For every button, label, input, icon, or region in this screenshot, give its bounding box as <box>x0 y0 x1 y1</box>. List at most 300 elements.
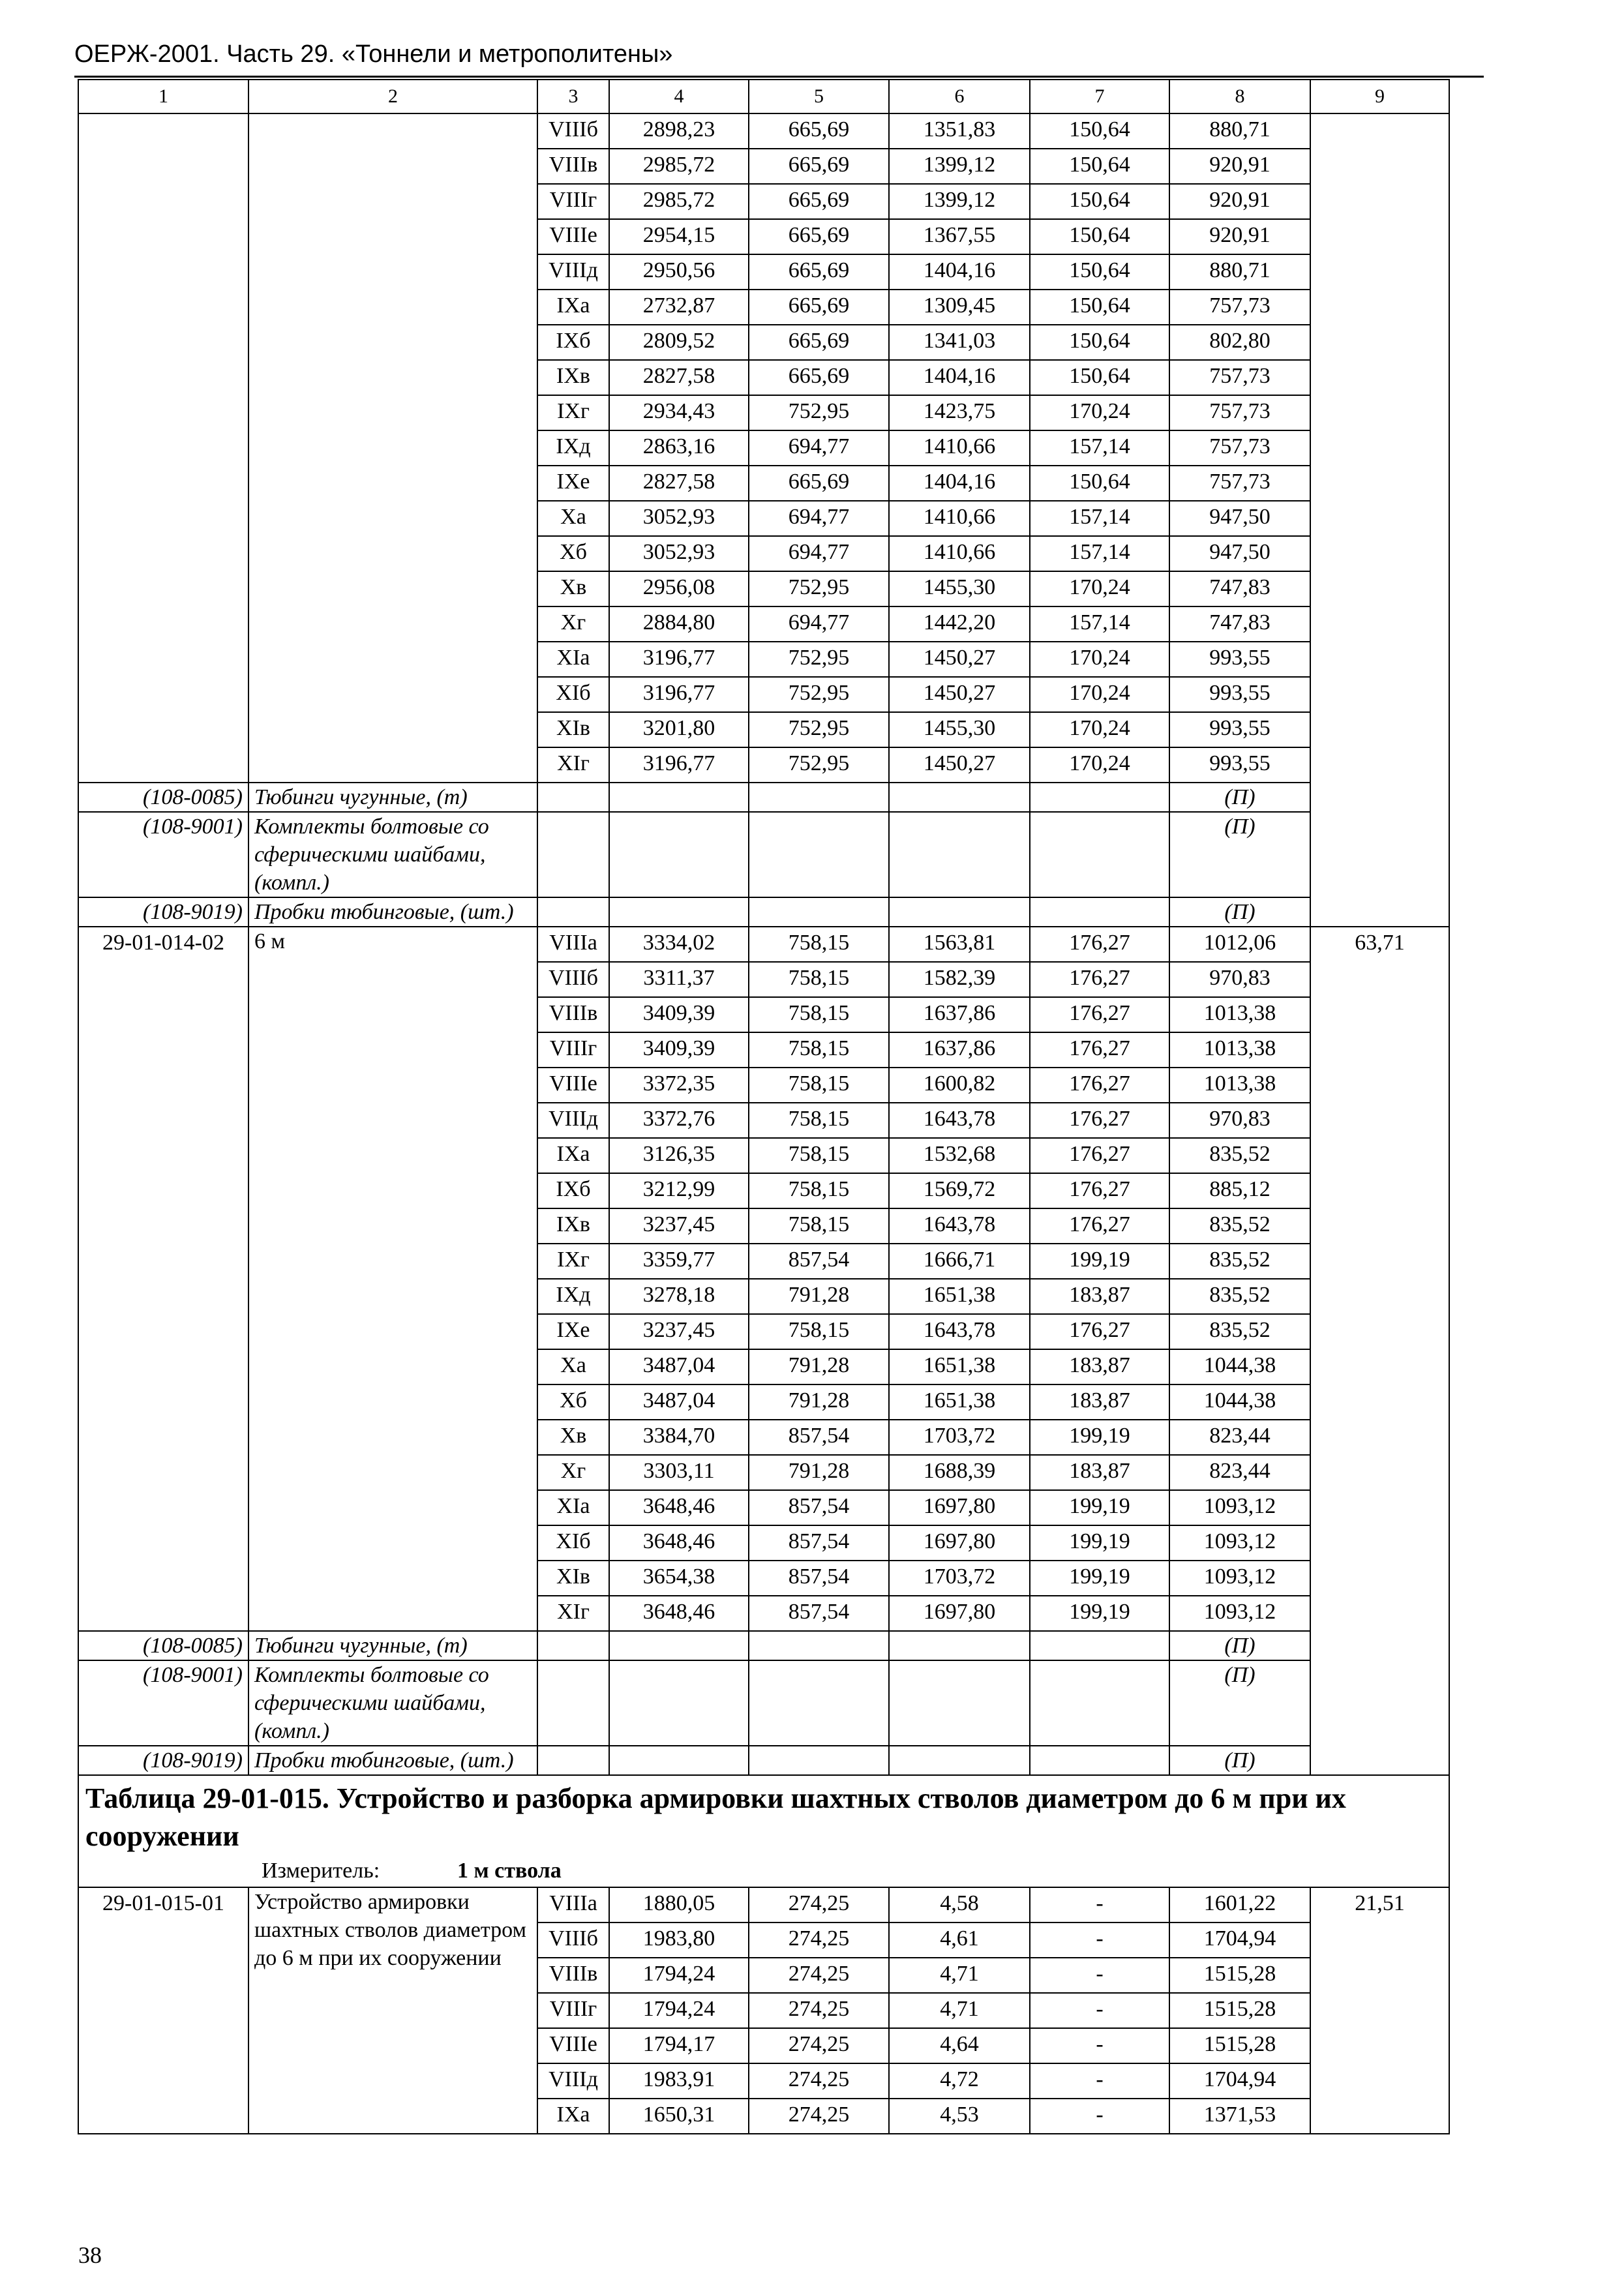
value-cell: 857,54 <box>749 1420 889 1455</box>
value-cell: 2950,56 <box>609 254 749 290</box>
value-cell: 2934,43 <box>609 395 749 430</box>
material-code: (108-9001) <box>78 812 248 897</box>
value-cell: 1651,38 <box>889 1349 1030 1384</box>
zone-cell: XIа <box>537 642 609 677</box>
empty-cell <box>1030 1631 1169 1660</box>
value-cell: 176,27 <box>1030 927 1169 962</box>
value-cell: 752,95 <box>749 642 889 677</box>
value-cell: 665,69 <box>749 149 889 184</box>
value-cell: 170,24 <box>1030 677 1169 712</box>
value-cell: 823,44 <box>1169 1420 1310 1455</box>
empty-cell <box>609 1660 749 1746</box>
zone-cell: XIб <box>537 677 609 712</box>
value-cell: 3311,37 <box>609 962 749 997</box>
column-number: 8 <box>1169 80 1310 113</box>
value-cell: 1563,81 <box>889 927 1030 962</box>
column-number: 1 <box>78 80 248 113</box>
value-cell: 1367,55 <box>889 219 1030 254</box>
table-row <box>78 927 1449 962</box>
zone-cell: IXд <box>537 430 609 466</box>
material-name: Тюбинги чугунные, (т) <box>248 1631 537 1660</box>
material-row <box>78 1660 1449 1746</box>
value-cell: 3278,18 <box>609 1279 749 1314</box>
value-cell: 4,61 <box>889 1922 1030 1958</box>
value-cell: 3196,77 <box>609 677 749 712</box>
zone-cell: IXа <box>537 290 609 325</box>
zone-cell: XIв <box>537 712 609 747</box>
value-cell: 3384,70 <box>609 1420 749 1455</box>
col9-value: 21,51 <box>1310 1887 1449 2134</box>
value-cell: 183,87 <box>1030 1384 1169 1420</box>
value-cell: 1794,24 <box>609 1993 749 2028</box>
value-cell: 1404,16 <box>889 360 1030 395</box>
value-cell: 1650,31 <box>609 2099 749 2134</box>
column-number: 3 <box>537 80 609 113</box>
value-cell: 880,71 <box>1169 254 1310 290</box>
value-cell: 1704,94 <box>1169 2063 1310 2099</box>
empty-cell <box>1030 783 1169 812</box>
value-cell: 3359,77 <box>609 1244 749 1279</box>
value-cell: 1515,28 <box>1169 1958 1310 1993</box>
value-cell: - <box>1030 1958 1169 1993</box>
value-cell: 4,72 <box>889 2063 1030 2099</box>
column-number-row <box>78 80 1449 113</box>
empty-cell <box>749 783 889 812</box>
value-cell: 747,83 <box>1169 606 1310 642</box>
value-cell: 1515,28 <box>1169 2028 1310 2063</box>
value-cell: 970,83 <box>1169 1103 1310 1138</box>
value-cell: 170,24 <box>1030 395 1169 430</box>
zone-cell: VIIIа <box>537 1887 609 1922</box>
value-cell: 1399,12 <box>889 184 1030 219</box>
value-cell: 1450,27 <box>889 747 1030 783</box>
rate-code <box>78 113 248 783</box>
value-cell: 1423,75 <box>889 395 1030 430</box>
value-cell: 835,52 <box>1169 1138 1310 1173</box>
value-cell: 170,24 <box>1030 712 1169 747</box>
zone-cell: VIIIб <box>537 962 609 997</box>
zone-cell: Xа <box>537 1349 609 1384</box>
value-cell: 176,27 <box>1030 1173 1169 1208</box>
value-cell: 1450,27 <box>889 677 1030 712</box>
zone-cell: VIIIв <box>537 149 609 184</box>
value-cell: 150,64 <box>1030 360 1169 395</box>
material-name: Пробки тюбинговые, (шт.) <box>248 1746 537 1775</box>
page-header-title: ОЕРЖ-2001. Часть 29. «Тоннели и метрополитены» <box>74 40 673 68</box>
material-name: Комплекты болтовые со сферическими шайбами, (компл.) <box>248 812 537 897</box>
value-cell: 665,69 <box>749 184 889 219</box>
value-cell: 1455,30 <box>889 571 1030 606</box>
zone-cell: IXа <box>537 1138 609 1173</box>
value-cell: 3648,46 <box>609 1596 749 1631</box>
empty-cell <box>537 783 609 812</box>
value-cell: 1569,72 <box>889 1173 1030 1208</box>
value-cell: 752,95 <box>749 747 889 783</box>
value-cell: 2884,80 <box>609 606 749 642</box>
zone-cell: IXа <box>537 2099 609 2134</box>
value-cell: 150,64 <box>1030 325 1169 360</box>
zone-cell: IXб <box>537 325 609 360</box>
value-cell: 4,64 <box>889 2028 1030 2063</box>
section-title-row <box>78 1775 1449 1855</box>
value-cell: 1703,72 <box>889 1561 1030 1596</box>
empty-cell <box>537 812 609 897</box>
measure-row <box>78 1855 1449 1887</box>
value-cell: 1643,78 <box>889 1103 1030 1138</box>
rate-name: Устройство армировки шахтных стволов диаметром до 6 м при их сооружении <box>248 1887 537 2134</box>
empty-cell <box>889 1746 1030 1775</box>
value-cell: 3409,39 <box>609 1032 749 1068</box>
value-cell: 1704,94 <box>1169 1922 1310 1958</box>
value-cell: 1651,38 <box>889 1279 1030 1314</box>
value-cell: 1093,12 <box>1169 1490 1310 1525</box>
material-mark: (П) <box>1169 1746 1310 1775</box>
value-cell: 176,27 <box>1030 1032 1169 1068</box>
empty-cell <box>609 1746 749 1775</box>
value-cell: 2985,72 <box>609 149 749 184</box>
empty-cell <box>749 897 889 927</box>
value-cell: 694,77 <box>749 606 889 642</box>
value-cell: 993,55 <box>1169 712 1310 747</box>
material-row <box>78 812 1449 897</box>
material-mark: (П) <box>1169 1631 1310 1660</box>
value-cell: 183,87 <box>1030 1349 1169 1384</box>
value-cell: 857,54 <box>749 1561 889 1596</box>
value-cell: 157,14 <box>1030 606 1169 642</box>
material-code: (108-9001) <box>78 1660 248 1746</box>
value-cell: 665,69 <box>749 290 889 325</box>
column-number: 6 <box>889 80 1030 113</box>
value-cell: 3196,77 <box>609 747 749 783</box>
empty-cell <box>1030 812 1169 897</box>
value-cell: 993,55 <box>1169 677 1310 712</box>
value-cell: 1794,17 <box>609 2028 749 2063</box>
value-cell: 1013,38 <box>1169 1068 1310 1103</box>
value-cell: 970,83 <box>1169 962 1310 997</box>
value-cell: 170,24 <box>1030 747 1169 783</box>
value-cell: 274,25 <box>749 1993 889 2028</box>
value-cell: 3126,35 <box>609 1138 749 1173</box>
zone-cell: Xа <box>537 501 609 536</box>
zone-cell: IXг <box>537 1244 609 1279</box>
value-cell: 747,83 <box>1169 571 1310 606</box>
empty-cell <box>889 1660 1030 1746</box>
value-cell: 1341,03 <box>889 325 1030 360</box>
rate-name <box>248 113 537 783</box>
value-cell: 791,28 <box>749 1279 889 1314</box>
value-cell: 1651,38 <box>889 1384 1030 1420</box>
value-cell: 1093,12 <box>1169 1561 1310 1596</box>
value-cell: 150,64 <box>1030 219 1169 254</box>
material-name: Тюбинги чугунные, (т) <box>248 783 537 812</box>
rate-name: 6 м <box>248 927 537 1631</box>
value-cell: 3334,02 <box>609 927 749 962</box>
column-number: 7 <box>1030 80 1169 113</box>
zone-cell: Xв <box>537 571 609 606</box>
value-cell: 1093,12 <box>1169 1525 1310 1561</box>
value-cell: 1371,53 <box>1169 2099 1310 2134</box>
value-cell: 665,69 <box>749 254 889 290</box>
value-cell: 150,64 <box>1030 113 1169 149</box>
empty-cell <box>889 897 1030 927</box>
value-cell: 176,27 <box>1030 1314 1169 1349</box>
value-cell: 791,28 <box>749 1349 889 1384</box>
value-cell: 1410,66 <box>889 536 1030 571</box>
value-cell: 757,73 <box>1169 430 1310 466</box>
value-cell: 183,87 <box>1030 1455 1169 1490</box>
value-cell: 1410,66 <box>889 501 1030 536</box>
value-cell: 1880,05 <box>609 1887 749 1922</box>
value-cell: 758,15 <box>749 927 889 962</box>
value-cell: 176,27 <box>1030 1068 1169 1103</box>
zone-cell: VIIIб <box>537 113 609 149</box>
column-number: 2 <box>248 80 537 113</box>
value-cell: 3487,04 <box>609 1349 749 1384</box>
empty-cell <box>537 1660 609 1746</box>
value-cell: 4,71 <box>889 1958 1030 1993</box>
table-row <box>78 1887 1449 1922</box>
value-cell: 3201,80 <box>609 712 749 747</box>
value-cell: 752,95 <box>749 712 889 747</box>
value-cell: 920,91 <box>1169 219 1310 254</box>
empty-cell <box>537 1631 609 1660</box>
value-cell: 920,91 <box>1169 149 1310 184</box>
value-cell: 274,25 <box>749 2028 889 2063</box>
value-cell: 3654,38 <box>609 1561 749 1596</box>
value-cell: 3648,46 <box>609 1525 749 1561</box>
value-cell: 665,69 <box>749 325 889 360</box>
page-number: 38 <box>78 2242 102 2268</box>
material-code: (108-0085) <box>78 783 248 812</box>
value-cell: 3409,39 <box>609 997 749 1032</box>
value-cell: 752,95 <box>749 677 889 712</box>
value-cell: 176,27 <box>1030 962 1169 997</box>
value-cell: 1093,12 <box>1169 1596 1310 1631</box>
value-cell: 1703,72 <box>889 1420 1030 1455</box>
value-cell: 3372,76 <box>609 1103 749 1138</box>
value-cell: 1351,83 <box>889 113 1030 149</box>
empty-cell <box>749 1660 889 1746</box>
empty-cell <box>749 1631 889 1660</box>
value-cell: 758,15 <box>749 1032 889 1068</box>
zone-cell: IXг <box>537 395 609 430</box>
value-cell: 1044,38 <box>1169 1384 1310 1420</box>
zone-cell: XIг <box>537 747 609 783</box>
zone-cell: VIIIе <box>537 219 609 254</box>
value-cell: 150,64 <box>1030 149 1169 184</box>
value-cell: 199,19 <box>1030 1561 1169 1596</box>
zone-cell: VIIIд <box>537 1103 609 1138</box>
value-cell: - <box>1030 2063 1169 2099</box>
zone-cell: Xв <box>537 1420 609 1455</box>
value-cell: 274,25 <box>749 1958 889 1993</box>
value-cell: 150,64 <box>1030 466 1169 501</box>
value-cell: 4,58 <box>889 1887 1030 1922</box>
zone-cell: Xб <box>537 536 609 571</box>
zone-cell: VIIIб <box>537 1922 609 1958</box>
material-mark: (П) <box>1169 812 1310 897</box>
value-cell: 2827,58 <box>609 466 749 501</box>
material-row <box>78 897 1449 927</box>
value-cell: 1643,78 <box>889 1314 1030 1349</box>
value-cell: 150,64 <box>1030 290 1169 325</box>
zone-cell: VIIIв <box>537 997 609 1032</box>
material-name: Комплекты болтовые со сферическими шайбами, (компл.) <box>248 1660 537 1746</box>
value-cell: 1404,16 <box>889 466 1030 501</box>
value-cell: 176,27 <box>1030 997 1169 1032</box>
zone-cell: Xб <box>537 1384 609 1420</box>
value-cell: 176,27 <box>1030 1138 1169 1173</box>
value-cell: 2956,08 <box>609 571 749 606</box>
zone-cell: VIIIг <box>537 1032 609 1068</box>
value-cell: 199,19 <box>1030 1244 1169 1279</box>
value-cell: 1442,20 <box>889 606 1030 642</box>
value-cell: 183,87 <box>1030 1279 1169 1314</box>
value-cell: 665,69 <box>749 113 889 149</box>
material-mark: (П) <box>1169 1660 1310 1746</box>
value-cell: 1309,45 <box>889 290 1030 325</box>
empty-cell <box>1030 897 1169 927</box>
zone-cell: Xг <box>537 606 609 642</box>
zone-cell: IXв <box>537 1208 609 1244</box>
value-cell: - <box>1030 1887 1169 1922</box>
zone-cell: VIIIв <box>537 1958 609 1993</box>
value-cell: 758,15 <box>749 1314 889 1349</box>
value-cell: 1601,22 <box>1169 1887 1310 1922</box>
value-cell: 3237,45 <box>609 1314 749 1349</box>
value-cell: 2732,87 <box>609 290 749 325</box>
value-cell: 2898,23 <box>609 113 749 149</box>
value-cell: 2954,15 <box>609 219 749 254</box>
zone-cell: XIв <box>537 1561 609 1596</box>
value-cell: 857,54 <box>749 1244 889 1279</box>
value-cell: 1637,86 <box>889 1032 1030 1068</box>
value-cell: 4,53 <box>889 2099 1030 2134</box>
column-number: 9 <box>1310 80 1449 113</box>
value-cell: 274,25 <box>749 1922 889 1958</box>
value-cell: 835,52 <box>1169 1244 1310 1279</box>
value-cell: 757,73 <box>1169 290 1310 325</box>
value-cell: 1983,91 <box>609 2063 749 2099</box>
value-cell: 947,50 <box>1169 536 1310 571</box>
empty-cell <box>609 1631 749 1660</box>
empty-cell <box>609 812 749 897</box>
value-cell: 1983,80 <box>609 1922 749 1958</box>
material-row <box>78 1631 1449 1660</box>
value-cell: 170,24 <box>1030 571 1169 606</box>
value-cell: - <box>1030 2028 1169 2063</box>
value-cell: 1697,80 <box>889 1596 1030 1631</box>
empty-cell <box>889 783 1030 812</box>
zone-cell: IXб <box>537 1173 609 1208</box>
zone-cell: XIг <box>537 1596 609 1631</box>
material-name: Пробки тюбинговые, (шт.) <box>248 897 537 927</box>
column-number: 5 <box>749 80 889 113</box>
value-cell: 835,52 <box>1169 1279 1310 1314</box>
value-cell: 757,73 <box>1169 395 1310 430</box>
value-cell: 1012,06 <box>1169 927 1310 962</box>
value-cell: 176,27 <box>1030 1103 1169 1138</box>
table-row <box>78 113 1449 149</box>
zone-cell: IXд <box>537 1279 609 1314</box>
empty-cell <box>749 812 889 897</box>
empty-cell <box>889 812 1030 897</box>
value-cell: 4,71 <box>889 1993 1030 2028</box>
value-cell: 857,54 <box>749 1525 889 1561</box>
value-cell: 758,15 <box>749 1208 889 1244</box>
value-cell: 757,73 <box>1169 466 1310 501</box>
value-cell: 857,54 <box>749 1596 889 1631</box>
zone-cell: VIIIе <box>537 1068 609 1103</box>
value-cell: 885,12 <box>1169 1173 1310 1208</box>
value-cell: 665,69 <box>749 466 889 501</box>
empty-cell <box>749 1746 889 1775</box>
zone-cell: VIIIд <box>537 254 609 290</box>
value-cell: 920,91 <box>1169 184 1310 219</box>
empty-cell <box>609 897 749 927</box>
measure-label: Измеритель: <box>262 1859 380 1883</box>
value-cell: 1637,86 <box>889 997 1030 1032</box>
value-cell: 199,19 <box>1030 1420 1169 1455</box>
empty-cell <box>609 783 749 812</box>
value-cell: 1399,12 <box>889 149 1030 184</box>
value-cell: 157,14 <box>1030 501 1169 536</box>
measure-line <box>78 1855 1449 1887</box>
zone-cell: VIIIа <box>537 927 609 962</box>
value-cell: 752,95 <box>749 571 889 606</box>
value-cell: 1697,80 <box>889 1490 1030 1525</box>
zone-cell: Xг <box>537 1455 609 1490</box>
value-cell: 694,77 <box>749 501 889 536</box>
value-cell: 993,55 <box>1169 747 1310 783</box>
zone-cell: VIIIд <box>537 2063 609 2099</box>
value-cell: 3052,93 <box>609 536 749 571</box>
value-cell: 2827,58 <box>609 360 749 395</box>
value-cell: 880,71 <box>1169 113 1310 149</box>
value-cell: 3303,11 <box>609 1455 749 1490</box>
empty-cell <box>537 897 609 927</box>
value-cell: 694,77 <box>749 430 889 466</box>
value-cell: 274,25 <box>749 2099 889 2134</box>
value-cell: 694,77 <box>749 536 889 571</box>
value-cell: 665,69 <box>749 360 889 395</box>
value-cell: 2809,52 <box>609 325 749 360</box>
value-cell: 758,15 <box>749 1173 889 1208</box>
value-cell: 3487,04 <box>609 1384 749 1420</box>
value-cell: 758,15 <box>749 997 889 1032</box>
col9-value <box>1310 113 1449 927</box>
rate-code: 29-01-014-02 <box>78 927 248 1631</box>
value-cell: 1515,28 <box>1169 1993 1310 2028</box>
value-cell: 170,24 <box>1030 642 1169 677</box>
value-cell: 835,52 <box>1169 1208 1310 1244</box>
value-cell: - <box>1030 2099 1169 2134</box>
col9-value: 63,71 <box>1310 927 1449 1775</box>
material-row <box>78 783 1449 812</box>
zone-cell: XIб <box>537 1525 609 1561</box>
value-cell: 3052,93 <box>609 501 749 536</box>
value-cell: 176,27 <box>1030 1208 1169 1244</box>
material-code: (108-9019) <box>78 1746 248 1775</box>
value-cell: 157,14 <box>1030 536 1169 571</box>
rate-code: 29-01-015-01 <box>78 1887 248 2134</box>
value-cell: 3237,45 <box>609 1208 749 1244</box>
value-cell: 665,69 <box>749 219 889 254</box>
value-cell: 199,19 <box>1030 1596 1169 1631</box>
value-cell: 835,52 <box>1169 1314 1310 1349</box>
value-cell: 2863,16 <box>609 430 749 466</box>
value-cell: 1044,38 <box>1169 1349 1310 1384</box>
